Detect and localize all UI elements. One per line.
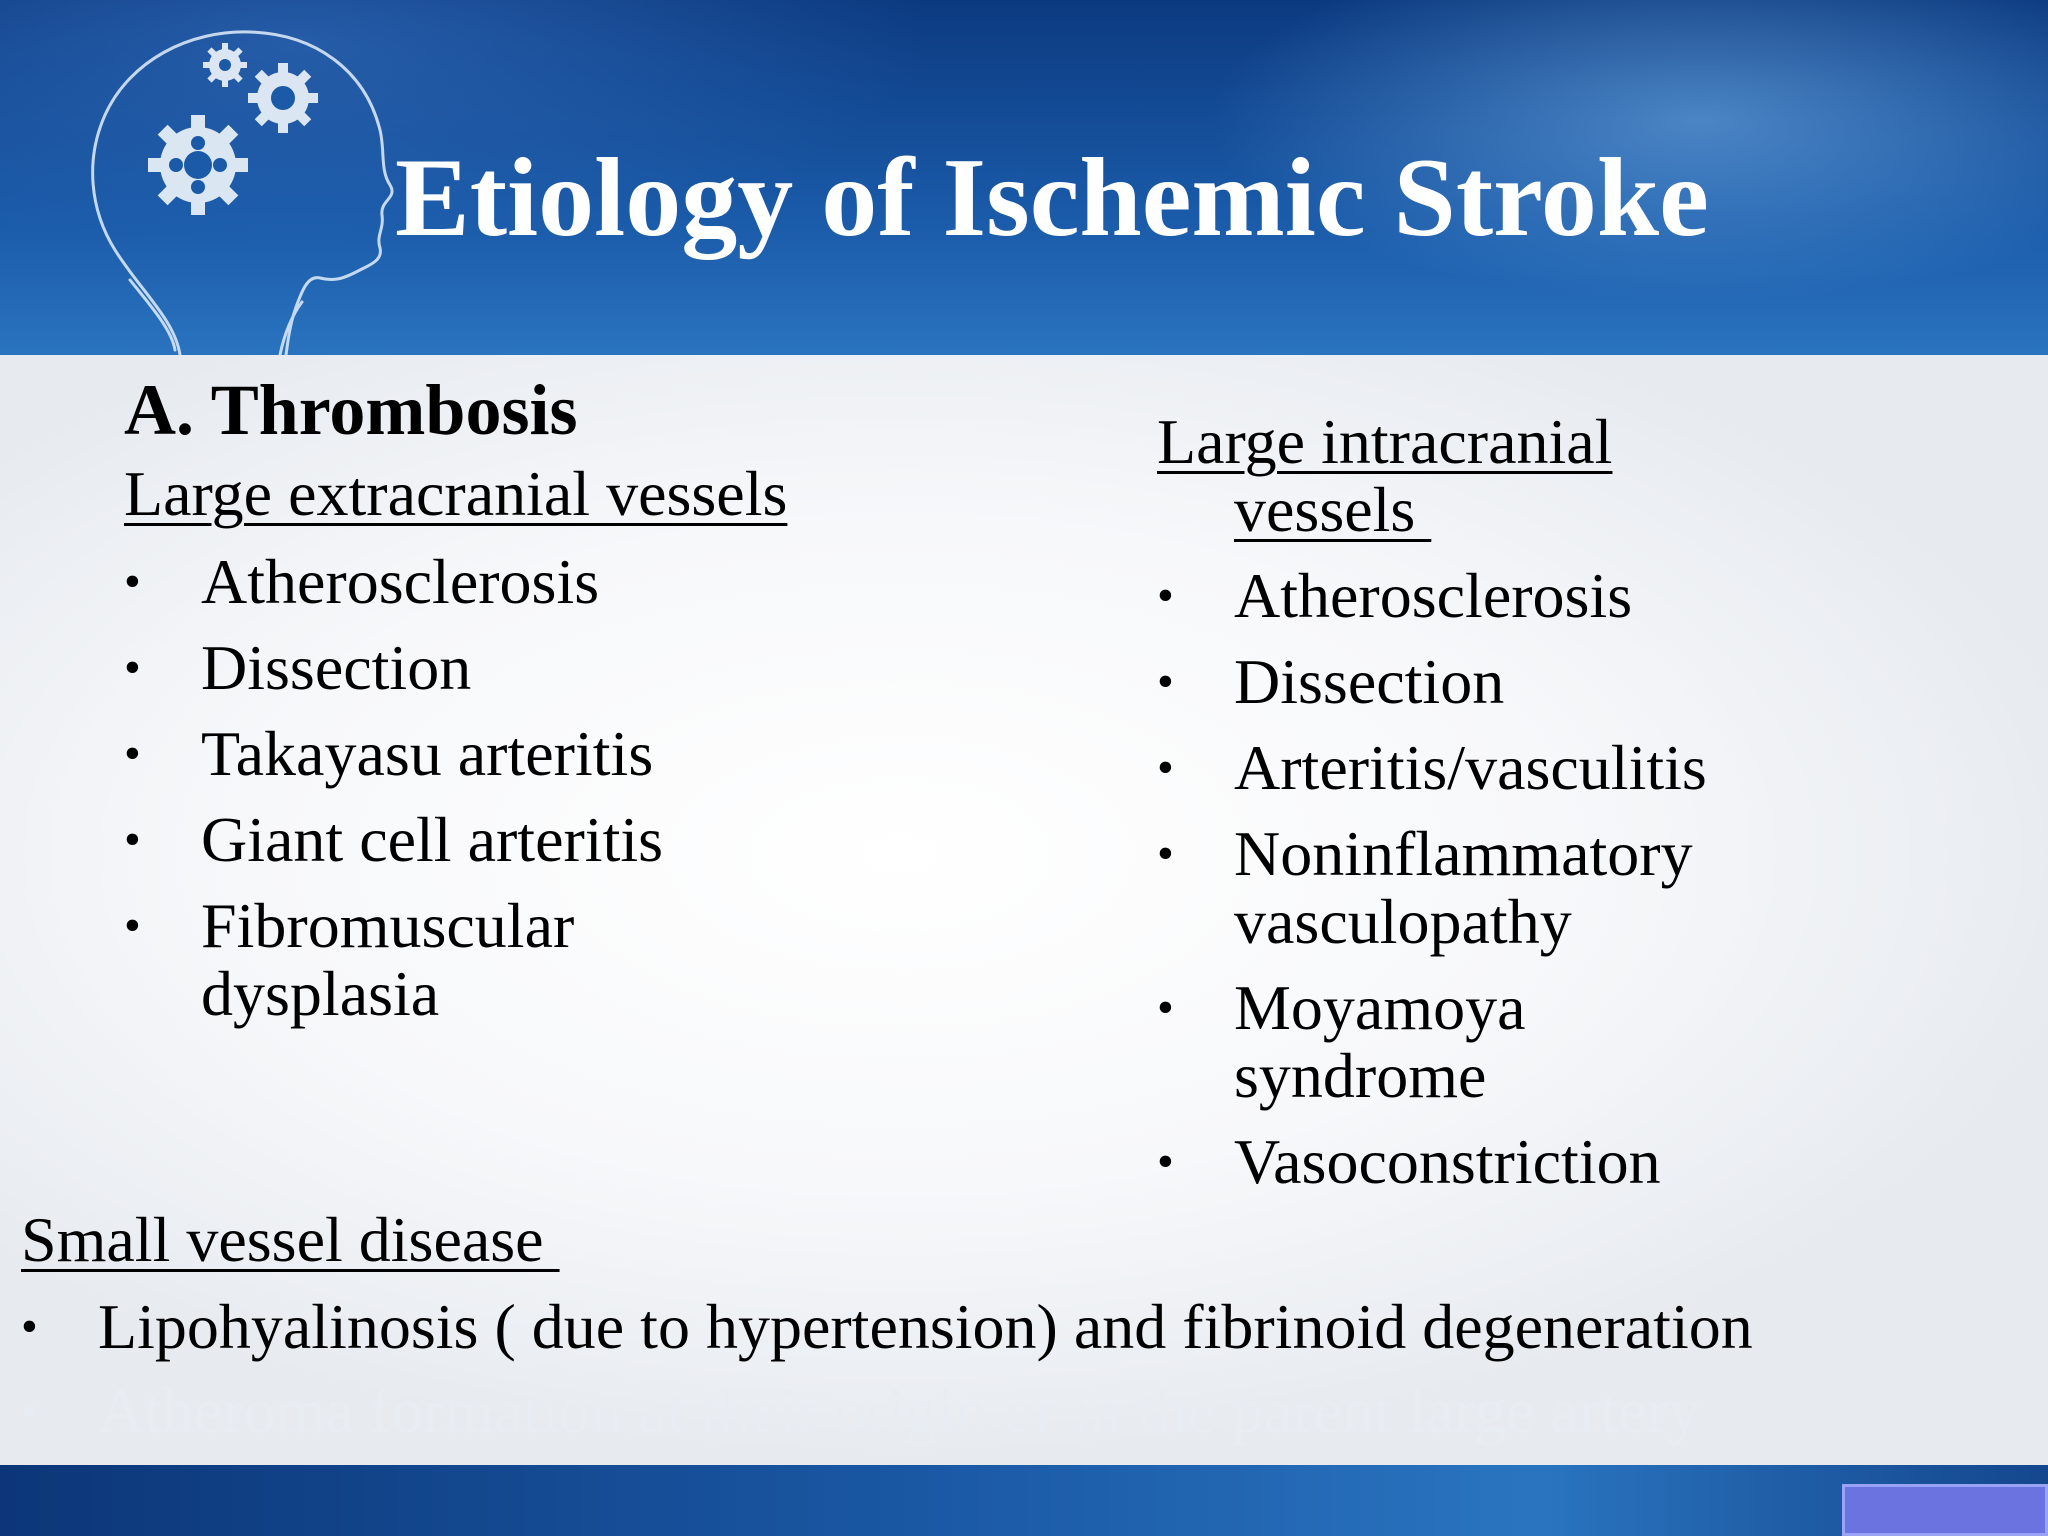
bullet-icon: •	[1157, 655, 1174, 708]
left-subheading: Large extracranial vessels	[124, 458, 788, 529]
list-item	[21, 1293, 1753, 1377]
list-item-label: Lipohyalinosis ( due to hypertension) and fibrinoid degeneration	[98, 1291, 1753, 1362]
list-item	[1157, 734, 1707, 820]
header-band	[0, 0, 2048, 355]
list-item-label: Giant cell arteritis	[201, 804, 664, 875]
bullet-icon: •	[124, 555, 141, 608]
bullet-icon: •	[124, 641, 141, 694]
bullet-icon: •	[124, 727, 141, 780]
bullet-icon: •	[124, 813, 141, 866]
list-item	[1157, 1128, 1707, 1196]
right-bullet-list	[1157, 562, 1707, 1196]
list-item-label: Fibromuscular	[201, 890, 575, 961]
footer-band	[0, 1465, 2048, 1536]
list-item-label: Dissection	[1234, 646, 1505, 717]
bullet-icon: •	[1157, 1135, 1174, 1188]
bullet-icon: •	[1157, 981, 1174, 1034]
list-item-label: vasculopathy	[1234, 886, 1572, 957]
list-item-label: syndrome	[1234, 1040, 1487, 1111]
list-item	[1157, 974, 1707, 1042]
bullet-icon: •	[1157, 569, 1174, 622]
list-item	[124, 892, 663, 960]
list-item-continuation	[1157, 1042, 1707, 1128]
list-item	[1157, 820, 1707, 888]
list-item	[124, 806, 663, 892]
list-item-label: Noninflammatory	[1234, 818, 1693, 889]
bullet-icon: •	[1157, 827, 1174, 880]
list-item-label: Arteritis/vasculitis	[1234, 732, 1707, 803]
right-subheading-line1: Large intracranial	[1157, 406, 1613, 477]
list-item	[1157, 648, 1707, 734]
list-item	[1157, 562, 1707, 648]
right-subheading-line2: vessels	[1234, 474, 1432, 545]
bullet-icon: •	[21, 1384, 38, 1437]
bullet-icon: •	[1157, 741, 1174, 794]
list-item	[124, 720, 663, 806]
list-item	[124, 634, 663, 720]
left-bullet-list	[124, 548, 663, 1028]
slide-title: Etiology of Ischemic Stroke	[395, 136, 1709, 260]
head-gears-icon	[80, 20, 420, 360]
list-item-label: Dissection	[201, 632, 472, 703]
list-item-label: Atherosclerosis	[201, 546, 600, 617]
list-item-faded	[21, 1377, 1753, 1445]
list-item-label: Atheroma formation at their origin or in the parent large artery	[98, 1375, 1700, 1446]
section-heading: A. Thrombosis	[124, 370, 578, 450]
list-item-continuation	[1157, 888, 1707, 974]
list-item-label: Moyamoya	[1234, 972, 1526, 1043]
list-item-label: Takayasu arteritis	[201, 718, 654, 789]
list-item-label: dysplasia	[201, 958, 440, 1029]
list-item-label: Vasoconstriction	[1234, 1126, 1661, 1197]
bottom-subheading: Small vessel disease	[21, 1204, 560, 1275]
slide-control-button[interactable]	[1842, 1484, 2048, 1536]
bullet-icon: •	[124, 899, 141, 952]
list-item-label: Atherosclerosis	[1234, 560, 1633, 631]
list-item-continuation	[124, 960, 663, 1028]
bullet-icon: •	[21, 1300, 38, 1353]
list-item	[124, 548, 663, 634]
bottom-bullet-list	[21, 1293, 1753, 1445]
